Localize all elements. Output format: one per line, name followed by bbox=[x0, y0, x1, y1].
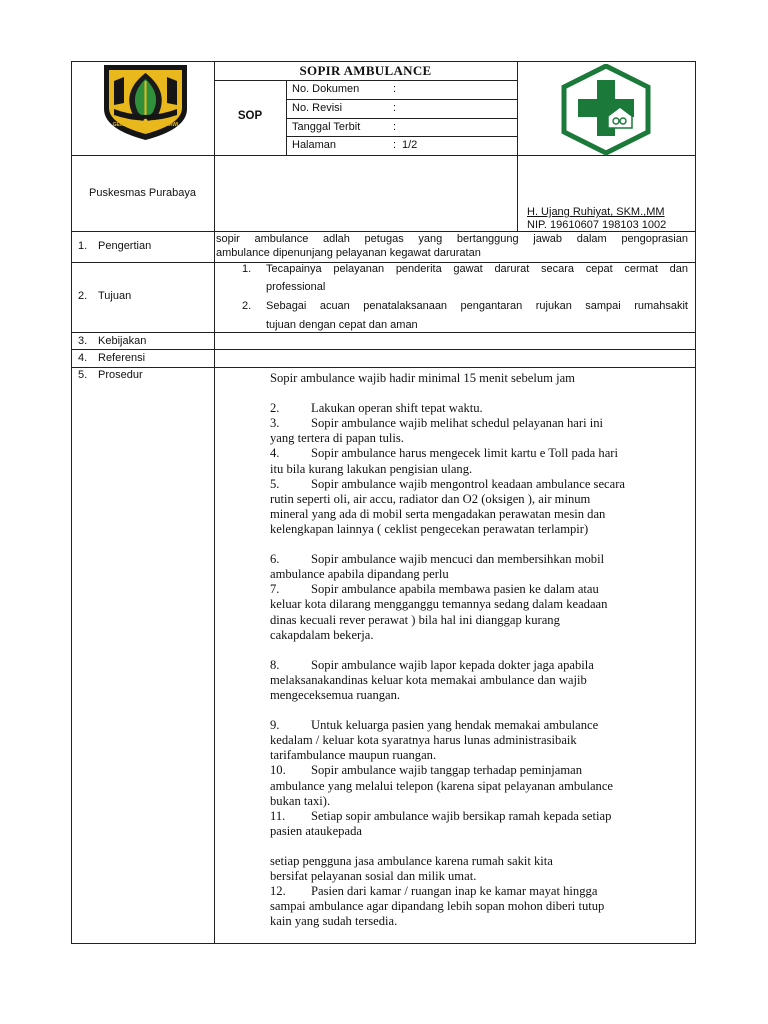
prosedur-text: Sopir ambulance wajib melihat schedul pelayanan hari ini bbox=[311, 416, 604, 431]
prosedur-step-number: 11. bbox=[270, 808, 286, 823]
frame-top bbox=[71, 61, 696, 62]
tujuan-item-line: professional bbox=[266, 281, 326, 293]
prosedur-step-number: 9. bbox=[270, 718, 280, 733]
prosedur-step-number: 10. bbox=[270, 763, 286, 778]
prosedur-text: cakapdalam bekerja. bbox=[270, 627, 374, 642]
prosedur-text: ambulance apabila dipandang perlu bbox=[270, 567, 449, 582]
section-number: 3. bbox=[78, 335, 88, 347]
divider bbox=[71, 231, 696, 232]
frame-bottom bbox=[71, 943, 696, 944]
puskesmas-logo bbox=[560, 64, 652, 156]
prosedur-text: kelengkapan lainnya ( ceklist pengecekan perawatan terlampir) bbox=[270, 521, 589, 536]
prosedur-line bbox=[270, 884, 692, 899]
divider bbox=[214, 80, 517, 81]
prosedur-line bbox=[270, 809, 692, 824]
prosedur-line bbox=[270, 794, 692, 809]
prosedur-text: Pasien dari kamar / ruangan inap ke kamar mayat hingga bbox=[311, 884, 598, 899]
prosedur-line bbox=[270, 431, 692, 446]
prosedur-line bbox=[270, 748, 692, 763]
divider bbox=[71, 349, 696, 350]
prosedur-text: rutin seperti oli, air accu, radiator dan O2 (oksigen ), air minum bbox=[270, 491, 591, 506]
prosedur-line bbox=[270, 552, 692, 567]
prosedur-line bbox=[270, 582, 692, 597]
prosedur-line bbox=[270, 643, 692, 658]
divider bbox=[517, 61, 518, 231]
prosedur-line bbox=[270, 613, 692, 628]
prosedur-text: Sopir ambulance wajib lapor kepada dokter jaga apabila bbox=[311, 657, 594, 672]
institution-name: Puskesmas Purabaya bbox=[89, 187, 196, 199]
prosedur-text: tarifambulance maupun ruangan. bbox=[270, 748, 437, 763]
prosedur-text: sampai ambulance agar dipandang lebih sopan mohon diberi tutup bbox=[270, 899, 605, 914]
pengertian-line: ambulance dipenunjang pelayanan kegawat daruratan bbox=[216, 247, 481, 259]
prosedur-text: bukan taxi). bbox=[270, 793, 331, 808]
divider bbox=[286, 99, 517, 100]
prosedur-step-number: 3. bbox=[270, 416, 280, 431]
prosedur-text: Setiap sopir ambulance wajib bersikap ramah kepada setiap bbox=[311, 808, 612, 823]
tujuan-item-line: Sebagai acuan penatalaksanaan pengantaran rujukan sampai rumahsakit bbox=[266, 300, 688, 312]
prosedur-line bbox=[270, 371, 692, 386]
prosedur-line bbox=[270, 401, 692, 416]
prosedur-text: Untuk keluarga pasien yang hendak memakai ambulance bbox=[311, 718, 599, 733]
prosedur-line bbox=[270, 522, 692, 537]
field-label: No. Dokumen bbox=[292, 83, 360, 95]
prosedur-text: Sopir ambulance harus mengecek limit kartu e Toll pada hari bbox=[311, 446, 618, 461]
prosedur-text: dinas kecuali rever perawat ) bila hal ini dianggap kurang bbox=[270, 612, 560, 627]
divider bbox=[214, 61, 215, 231]
prosedur-line bbox=[270, 597, 692, 612]
regency-crest-logo bbox=[100, 63, 191, 143]
prosedur-line bbox=[270, 416, 692, 431]
field-separator: : bbox=[393, 121, 397, 133]
prosedur-text: setiap pengguna jasa ambulance karena rumah sakit kita bbox=[270, 854, 553, 868]
tujuan-item-line: tujuan dengan cepat dan aman bbox=[266, 319, 418, 331]
section-label-kebijakan: Kebijakan bbox=[98, 335, 147, 347]
prosedur-text: mineral yang ada di mobil serta mengadakan perawatan mesin dan bbox=[270, 506, 606, 521]
field-separator: : bbox=[393, 83, 397, 95]
field-value: 1/2 bbox=[402, 139, 418, 151]
field-separator: : bbox=[393, 139, 397, 151]
sop-label: SOP bbox=[237, 110, 263, 122]
prosedur-text: Sopir ambulance wajib tanggap terhadap peminjaman bbox=[311, 763, 583, 778]
prosedur-step-number: 6. bbox=[270, 552, 280, 567]
section-number: 5. bbox=[78, 369, 88, 381]
divider bbox=[286, 136, 517, 137]
section-label-referensi: Referensi bbox=[98, 352, 146, 364]
section-label-prosedur: Prosedur bbox=[98, 369, 143, 381]
prosedur-line bbox=[270, 703, 692, 718]
divider bbox=[286, 118, 517, 119]
divider bbox=[71, 367, 696, 368]
prosedur-line bbox=[270, 688, 692, 703]
prosedur-list bbox=[270, 371, 692, 929]
crest-motto: GEMAH RIPAH LOH JINAWI bbox=[112, 122, 179, 128]
divider bbox=[71, 332, 696, 333]
prosedur-step-number: 4. bbox=[270, 446, 280, 461]
field-separator: : bbox=[393, 102, 397, 114]
section-number: 4. bbox=[78, 352, 88, 364]
document-title: SOPIR AMBULANCE bbox=[299, 63, 432, 78]
prosedur-line bbox=[270, 567, 692, 582]
prosedur-line bbox=[270, 899, 692, 914]
prosedur-line bbox=[270, 446, 692, 461]
frame-right bbox=[695, 61, 696, 944]
prosedur-line bbox=[270, 779, 692, 794]
prosedur-line bbox=[270, 763, 692, 778]
prosedur-line bbox=[270, 718, 692, 733]
prosedur-text: keluar kota dilarang mengganggu temannya sedang dalam keadaan bbox=[270, 597, 608, 612]
prosedur-text: mengeceksemua ruangan. bbox=[270, 687, 401, 702]
prosedur-line bbox=[270, 628, 692, 643]
prosedur-line bbox=[270, 492, 692, 507]
prosedur-step-number: 7. bbox=[270, 582, 280, 597]
field-label: Tanggal Terbit bbox=[292, 121, 361, 133]
prosedur-text: Sopir ambulance wajib mengontrol keadaan ambulance secara bbox=[311, 476, 626, 491]
prosedur-text: Lakukan operan shift tepat waktu. bbox=[311, 401, 483, 416]
signatory-name: H. Ujang Ruhiyat, SKM.,MM bbox=[527, 206, 665, 218]
prosedur-line bbox=[270, 914, 692, 929]
prosedur-line bbox=[270, 507, 692, 522]
prosedur-line bbox=[270, 824, 692, 839]
prosedur-step-number: 12. bbox=[270, 884, 286, 899]
prosedur-line bbox=[270, 658, 692, 673]
prosedur-step-number: 8. bbox=[270, 657, 280, 672]
prosedur-line bbox=[270, 673, 692, 688]
prosedur-line bbox=[270, 854, 692, 869]
tujuan-item-number: 1. bbox=[242, 263, 252, 275]
section-label-pengertian: Pengertian bbox=[98, 240, 152, 252]
section-number: 2. bbox=[78, 290, 88, 302]
prosedur-text: kedalam / keluar kota syaratnya harus lunas administrasibaik bbox=[270, 733, 577, 748]
prosedur-text: kain yang sudah tersedia. bbox=[270, 914, 398, 929]
tujuan-item-number: 2. bbox=[242, 300, 252, 312]
prosedur-text: Sopir ambulance apabila membawa pasien ke dalam atau bbox=[311, 582, 599, 597]
prosedur-step-number: 2. bbox=[270, 401, 280, 416]
prosedur-line bbox=[270, 537, 692, 552]
pengertian-line: sopir ambulance adlah petugas yang bertanggung jawab dalam pengoprasian bbox=[216, 233, 688, 245]
divider bbox=[214, 231, 215, 943]
prosedur-text: bersifat pelayanan sosial dan milik umat. bbox=[270, 869, 477, 884]
prosedur-line bbox=[270, 869, 692, 884]
prosedur-line bbox=[270, 386, 692, 401]
section-number: 1. bbox=[78, 240, 88, 252]
prosedur-text: ambulance yang melalui telepon (karena sipat pelayanan ambulance bbox=[270, 778, 614, 793]
field-label: Halaman bbox=[292, 139, 337, 151]
prosedur-text: Sopir ambulance wajib mencuci dan membersihkan mobil bbox=[311, 552, 605, 567]
prosedur-line bbox=[270, 477, 692, 492]
signatory-nip: NIP. 19610607 198103 1002 bbox=[527, 219, 667, 231]
field-label: No. Revisi bbox=[292, 102, 343, 114]
prosedur-line bbox=[270, 462, 692, 477]
prosedur-line bbox=[270, 733, 692, 748]
prosedur-text: itu bila kurang lakukan pengisian ulang. bbox=[270, 461, 473, 476]
prosedur-text: pasien ataukepada bbox=[270, 823, 362, 838]
prosedur-text: Sopir ambulance wajib hadir minimal 15 menit sebelum jam bbox=[270, 371, 575, 385]
section-label-tujuan: Tujuan bbox=[98, 290, 132, 302]
prosedur-line bbox=[270, 839, 692, 854]
tujuan-item-line: Tecapainya pelayanan penderita gawat darurat secara cepat cermat dan bbox=[266, 263, 688, 275]
prosedur-step-number: 5. bbox=[270, 476, 280, 491]
prosedur-text: yang tertera di papan tulis. bbox=[270, 431, 404, 446]
prosedur-text: melaksanakandinas keluar kota memakai ambulance dan wajib bbox=[270, 672, 587, 687]
